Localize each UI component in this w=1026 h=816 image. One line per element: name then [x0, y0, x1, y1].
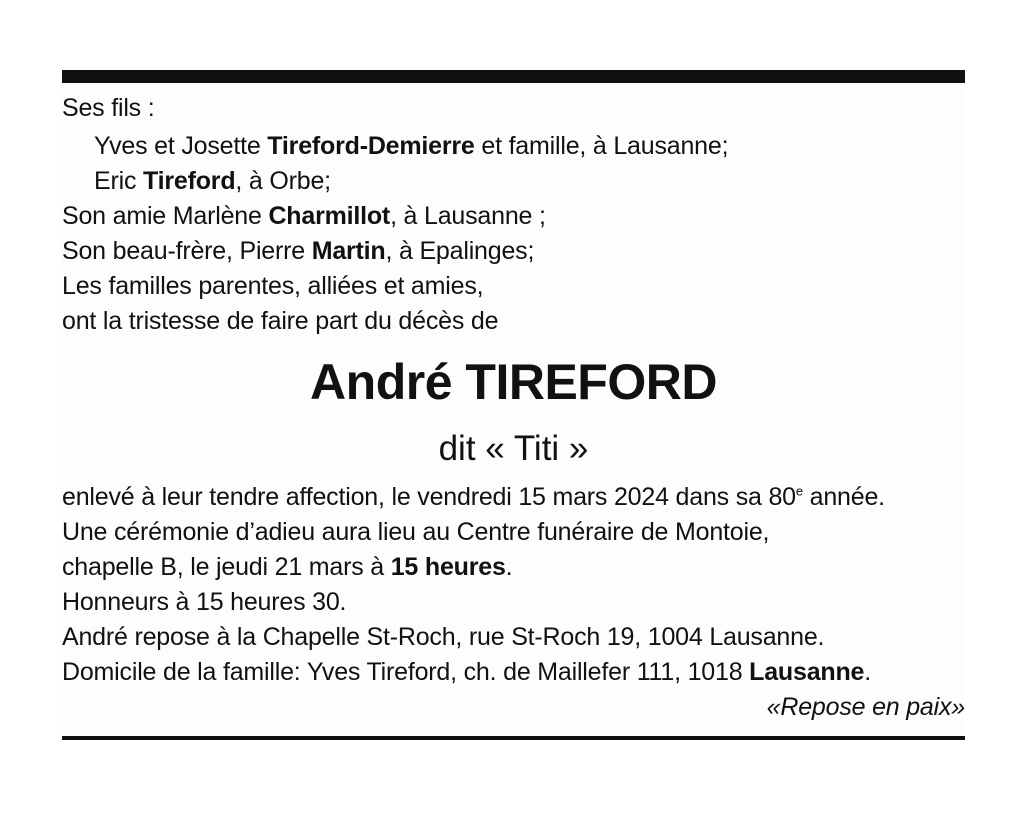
sons-intro: Ses fils :: [62, 94, 155, 122]
death-date-line: enlevé à leur tendre affection, le vendredi 15 mars 2024 dans sa 80e année.: [62, 483, 885, 511]
son-eric-line: Eric Tireford, à Orbe;: [94, 167, 331, 195]
closing-phrase: «Repose en paix»: [766, 693, 965, 721]
rests-at-line: André repose à la Chapelle St-Roch, rue St-Roch 19, 1004 Lausanne.: [62, 623, 825, 651]
surname: Tireford-Demierre: [267, 132, 475, 160]
surname: Charmillot: [268, 202, 391, 230]
domicile-city: Lausanne: [749, 658, 865, 686]
deceased-nickname: dit « Titi »: [438, 429, 589, 468]
son-yves-line: Yves et Josette Tireford-Demierre et famille, à Lausanne;: [94, 132, 729, 160]
surname: Tireford: [143, 167, 236, 195]
surname: Martin: [311, 237, 386, 265]
bottom-rule: [62, 736, 965, 740]
honours-line: Honneurs à 15 heures 30.: [62, 588, 347, 616]
friend-line: Son amie Marlène Charmillot, à Lausanne ;: [62, 202, 546, 230]
ceremony-time: 15 heures: [390, 553, 506, 581]
announcement-line: ont la tristesse de faire part du décès de: [62, 307, 499, 335]
death-notice: [62, 70, 965, 740]
domicile-line: Domicile de la famille: Yves Tireford, ch. de Maillefer 111, 1018 Lausanne.: [62, 658, 872, 686]
deceased-name: André TIREFORD: [310, 354, 717, 410]
top-rule: [62, 70, 965, 83]
brother-in-law-line: Son beau-frère, Pierre Martin, à Epalinges;: [62, 237, 535, 265]
families-line: Les familles parentes, alliées et amies,: [62, 272, 484, 300]
ceremony-line-2: chapelle B, le jeudi 21 mars à 15 heures.: [62, 553, 513, 581]
ceremony-line-1: Une cérémonie d’adieu aura lieu au Centre funéraire de Montoie,: [62, 518, 770, 546]
